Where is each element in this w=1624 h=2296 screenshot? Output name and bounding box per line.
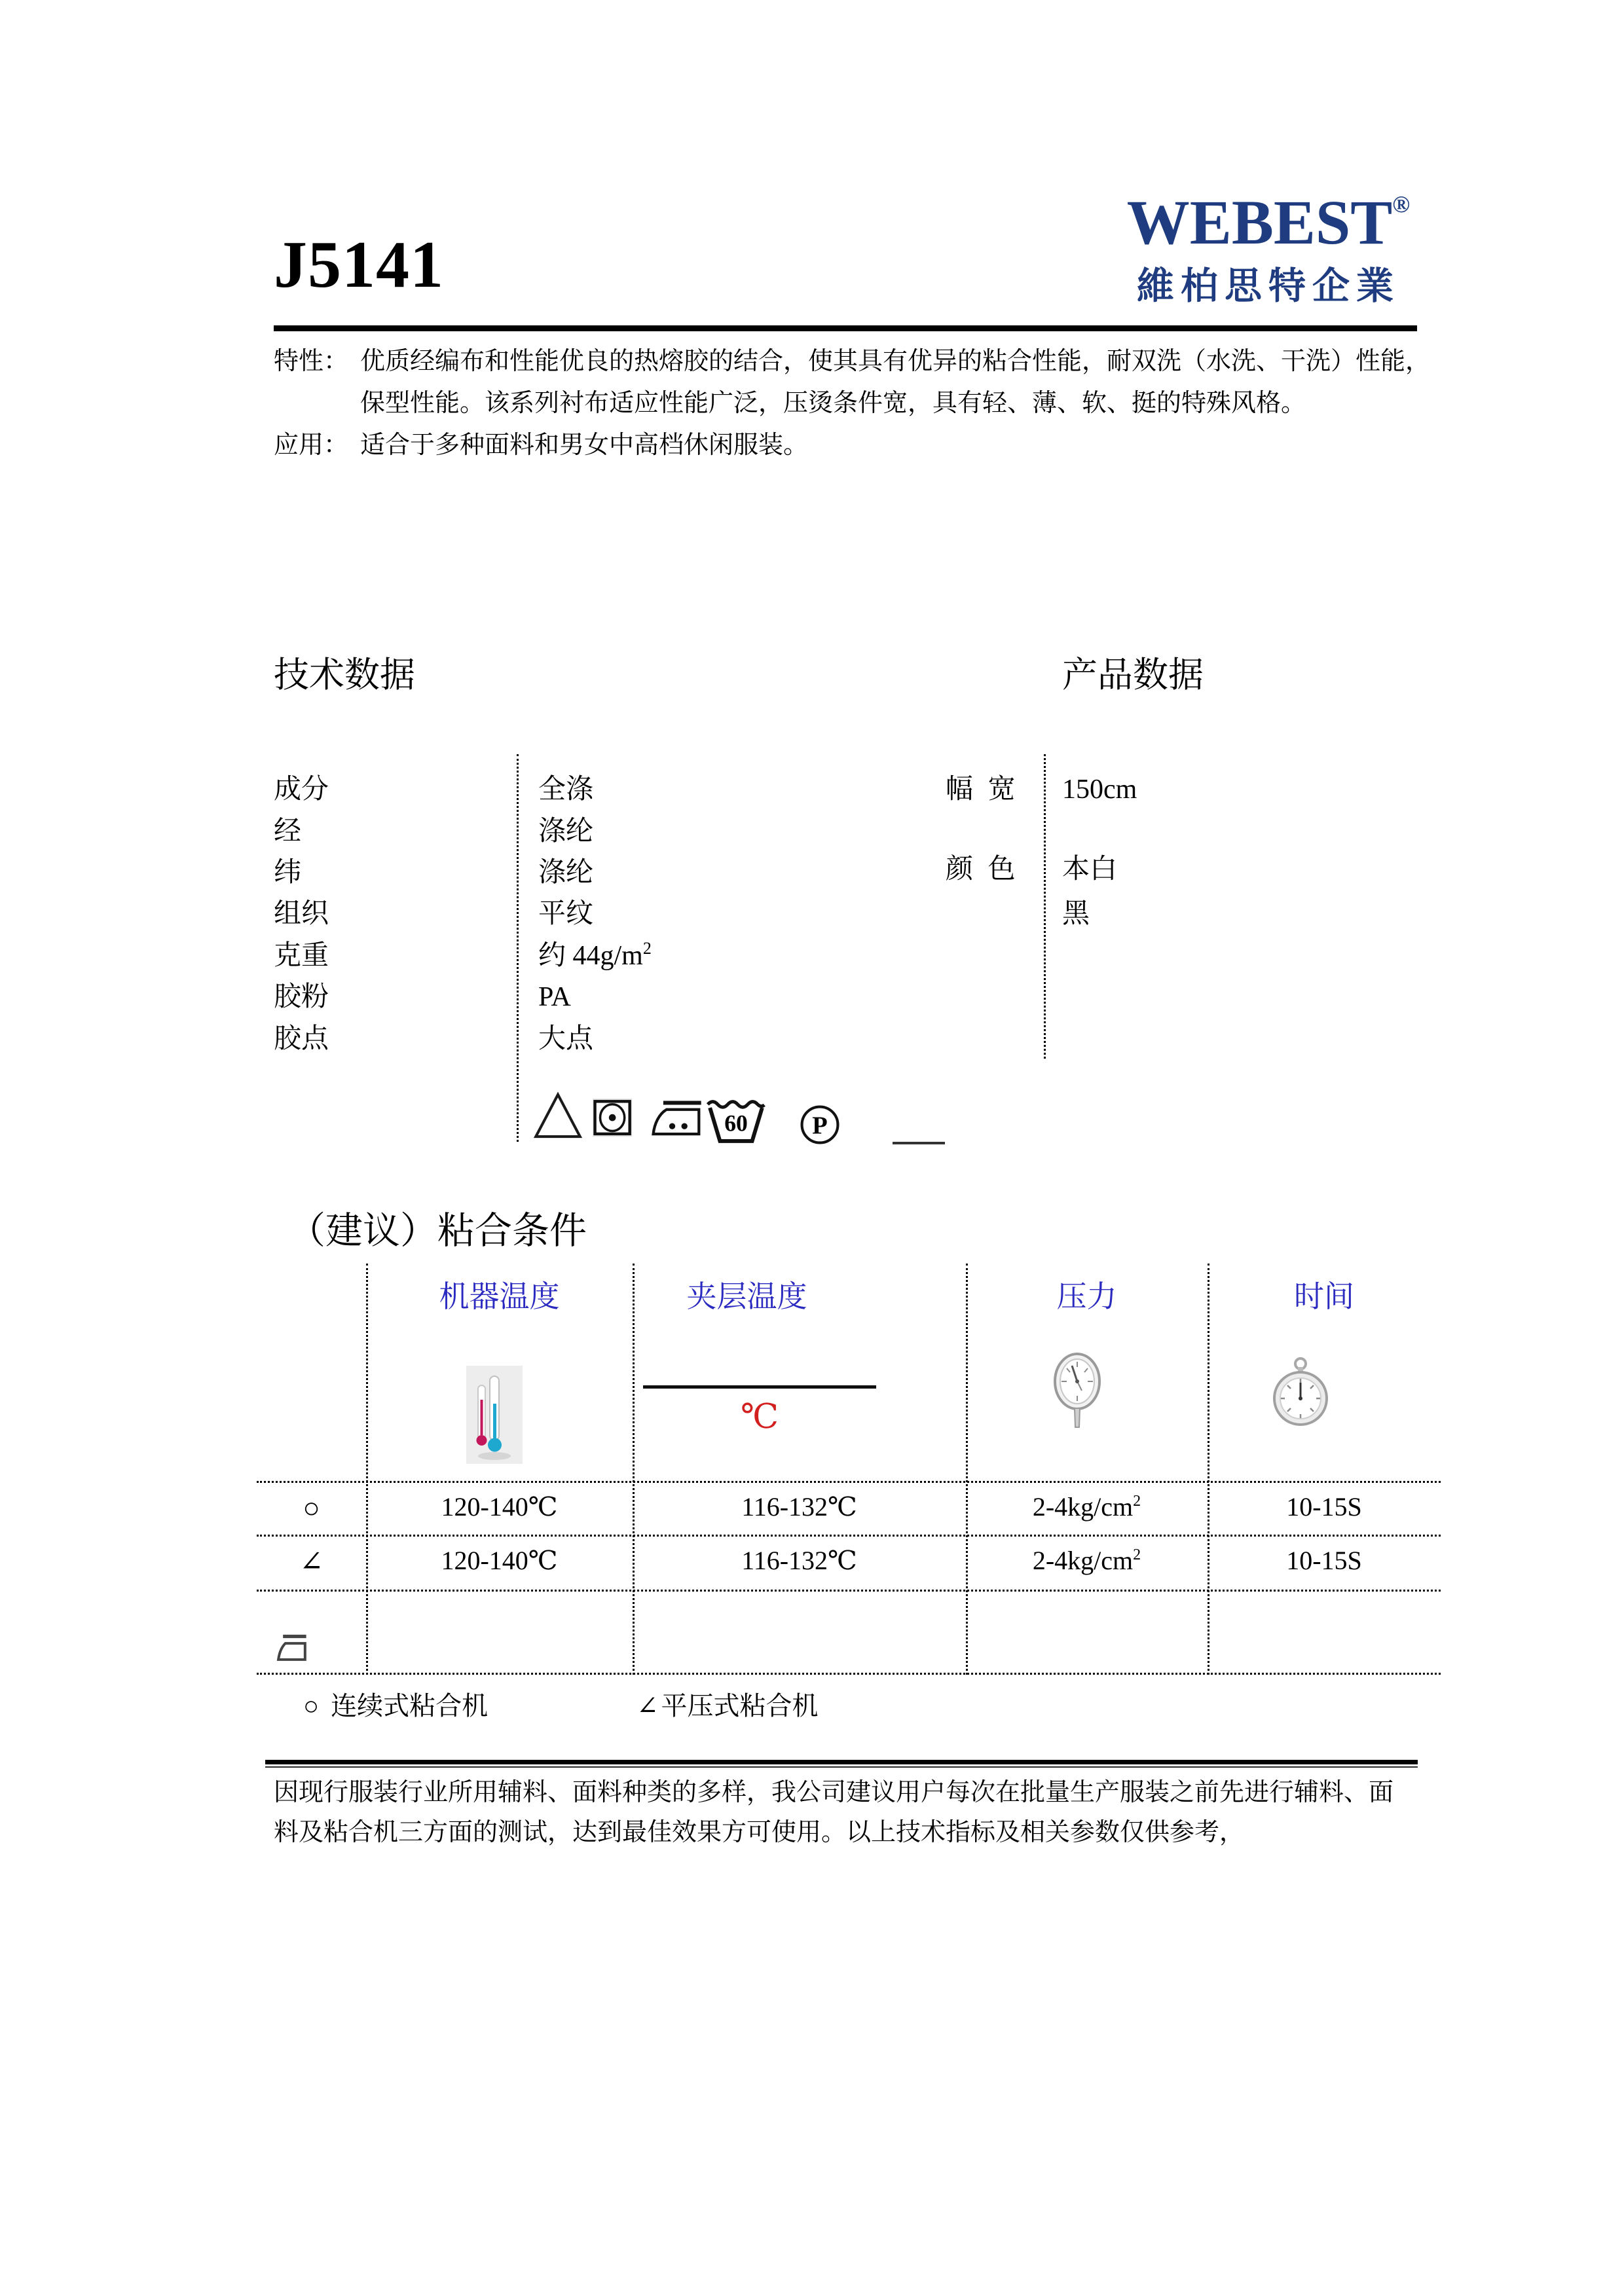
product-data-title: 产品数据 [1062, 655, 1204, 695]
tumble-dry-icon [593, 1096, 633, 1144]
interlayer-line [643, 1385, 876, 1389]
legend-item [637, 1685, 819, 1722]
legend-label: 平压式粘合机 [661, 1691, 819, 1721]
table-divider [1208, 1264, 1209, 1675]
care-symbols-row [534, 1088, 992, 1154]
wash-temp-label: 60 [724, 1110, 748, 1137]
feature-label: 特性： [274, 348, 349, 375]
table-divider [257, 1535, 1441, 1537]
table-row: 克重 约 $44g/m^2$ [274, 939, 652, 971]
footer-note-line2: 料及粘合机三方面的测试，达到最佳效果方可使用。以上技术指标及相关参数仅供参考， [274, 1819, 1245, 1846]
celsius-label: ℃ [740, 1398, 779, 1436]
interlayer-temp-value: 116-132℃ [741, 1546, 857, 1575]
row-symbol: ○ [303, 1492, 320, 1524]
table-divider [257, 1590, 1441, 1592]
tech-data-title: 技术数据 [274, 655, 415, 695]
table-row: 胶点 大点 [274, 1024, 594, 1054]
thermometer-icon [466, 1366, 523, 1470]
feature-text [360, 340, 1430, 424]
column-header-machine-temp: 机器温度 [439, 1280, 560, 1313]
table-divider [633, 1264, 635, 1675]
iron-two-dots-icon [649, 1097, 707, 1145]
table-row: 胶粉 PA [274, 982, 571, 1012]
legend-label: 连续式粘合机 [331, 1691, 489, 1721]
brand-subtitle: 維柏思特企業 [1137, 264, 1400, 307]
bonding-conditions-title: （建议）粘合条件 [288, 1211, 587, 1252]
footer-divider-thin [265, 1766, 1418, 1768]
pressure-value: $2-4kg/cm^2$ [1032, 1546, 1141, 1575]
application-label: 应用： [274, 431, 349, 459]
header-divider [274, 325, 1417, 331]
time-value: 10-15S [1286, 1546, 1362, 1575]
superscript: 2 [642, 939, 652, 958]
feature-text-line1: 优质经编布和性能优良的热熔胶的结合，使其具有优异的粘合性能，耐双洗（水洗、干洗）性能， [360, 348, 1431, 375]
column-header-time: 时间 [1294, 1280, 1354, 1313]
feature-paragraph [274, 340, 1436, 424]
page-title: J5141 [274, 228, 444, 302]
bonding-conditions-table [257, 1264, 1441, 1675]
legend [298, 1685, 1215, 1724]
column-header-interlayer-temp: 夹层温度 [686, 1280, 807, 1313]
table-row: 纬 涤纶 [274, 858, 594, 888]
registered-mark-icon: ® [1392, 191, 1411, 217]
footer-divider [265, 1760, 1418, 1768]
table-divider [966, 1264, 968, 1675]
interlayer-temp-value: 116-132℃ [741, 1492, 857, 1522]
footer-note [274, 1773, 1436, 1853]
superscript: 2 [1133, 1546, 1141, 1563]
legend-symbol: ○ [303, 1691, 320, 1721]
flat-line-icon [893, 1142, 945, 1144]
application-paragraph [274, 424, 1436, 466]
row-symbol: ∠ [299, 1546, 323, 1578]
time-value: 10-15S [1286, 1492, 1362, 1522]
table-row: 黑 [1062, 899, 1090, 929]
brand-wordmark [1115, 187, 1422, 257]
table-row: 成分 全涤 [274, 774, 594, 805]
brand-name: WEBEST [1126, 187, 1393, 257]
application-text: 适合于多种面料和男女中高档休闲服装。 [360, 431, 809, 459]
pressure-value: $2-4kg/cm^2$ [1032, 1492, 1141, 1522]
legend-symbol: ∠ [637, 1691, 659, 1721]
superscript: 2 [1133, 1493, 1141, 1510]
table-row: 颜 色 本白 [946, 854, 1118, 884]
table-row: 组织 平纹 [274, 899, 594, 929]
stopwatch-icon [1273, 1355, 1328, 1435]
table-row: 经 涤纶 [274, 816, 594, 847]
footer-note-line1: 因现行服装行业所用辅料、面料种类的多样，我公司建议用户每次在批量生产服装之前先进行辅料、面 [274, 1779, 1394, 1806]
dry-clean-p-icon [799, 1104, 841, 1149]
iron-press-icon [274, 1631, 314, 1673]
dry-clean-letter: P [812, 1112, 828, 1140]
feature-text-line2: 保型性能。该系列衬布适应性能广泛，压烫条件宽，具有轻、薄、软、挺的特殊风格。 [360, 390, 1306, 417]
footer-divider-thick [265, 1760, 1418, 1764]
column-header-pressure: 压力 [1056, 1280, 1117, 1313]
brand-logo [1115, 187, 1422, 310]
pressure-gauge-icon [1053, 1353, 1101, 1439]
table-divider [366, 1264, 368, 1675]
table-divider [257, 1673, 1441, 1675]
intro-block [274, 340, 1436, 466]
wash-60-icon [705, 1093, 767, 1148]
product-data-table [946, 761, 1404, 1068]
bleach-triangle-icon [534, 1088, 582, 1146]
machine-temp-value: 120-140℃ [441, 1546, 558, 1575]
table-row: 幅 宽 150cm [946, 774, 1137, 805]
table-divider [257, 1481, 1441, 1483]
legend-item [303, 1685, 488, 1722]
machine-temp-value: 120-140℃ [441, 1492, 558, 1522]
